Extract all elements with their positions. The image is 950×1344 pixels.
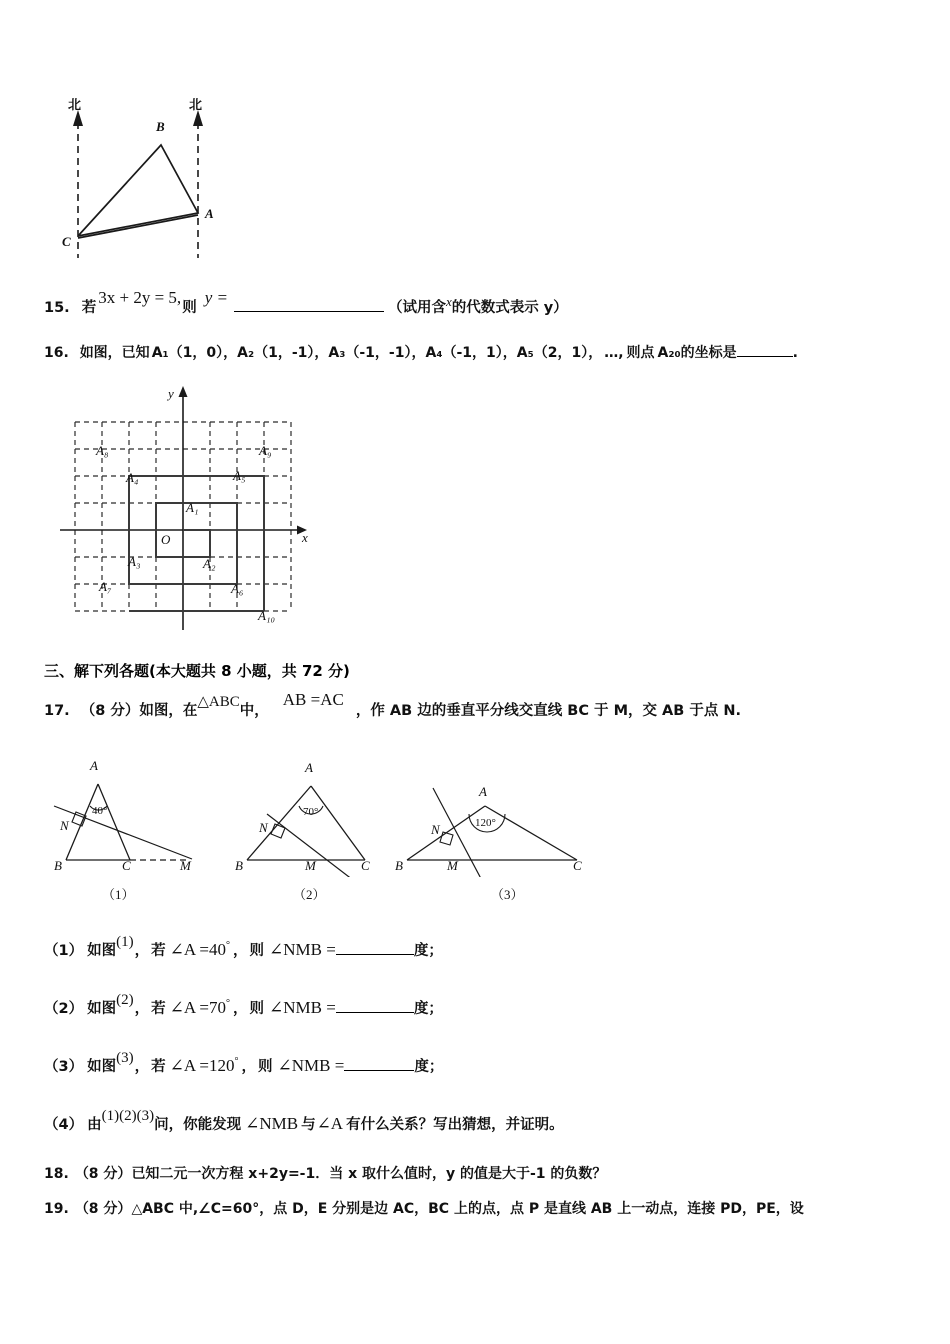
vertex-label-c: C: [62, 234, 71, 249]
vertex-label-c: C: [361, 858, 370, 873]
part4-angle-nmb: ∠NMB: [245, 1114, 299, 1133]
question-19: [44, 1201, 804, 1218]
vertex-label-c: C: [573, 858, 582, 873]
part4-figure-refs: (1)(2)(3): [101, 1108, 155, 1124]
angle-label-120: 120°: [475, 817, 496, 829]
point-label-a7: A₇: [99, 579, 112, 594]
part-figure-ref: (1): [116, 934, 134, 950]
question-17-part-4: [44, 1108, 564, 1134]
q17-text-c: ，作 AB 边的垂直平分线交直线 BC 于 M，交 AB 于点 N.: [355, 703, 742, 719]
spiral-grid-figure: [55, 378, 315, 638]
triangle-figure-2: [235, 760, 395, 902]
q16-text-post-b: 的坐标是: [680, 345, 737, 361]
question-17-part-1: （1） 如图(1)， 若 ∠A =40° ， 则 ∠NMB = 度；: [44, 934, 443, 959]
part-angle-expr: ∠A =40: [169, 940, 227, 959]
vertex-label-a: A: [479, 784, 487, 799]
side-ac: [485, 806, 577, 860]
vertex-label-n: N: [431, 822, 440, 837]
q15-then: 则: [182, 299, 197, 316]
vertex-label-b: B: [395, 858, 403, 873]
north-label-left: 北: [68, 98, 82, 113]
part-answer-blank[interactable]: [336, 1012, 414, 1013]
q17-text-b: 中，: [239, 703, 269, 719]
part-lead: 如图: [87, 943, 117, 959]
part4-angle-a: ∠A: [316, 1114, 344, 1133]
vertex-label-m: M: [447, 858, 458, 873]
y-axis-label: y: [168, 386, 174, 401]
q17-text-a: 如图，在: [139, 703, 198, 719]
point-label-a6: A₆: [231, 581, 244, 596]
part-target: ∠NMB =: [269, 940, 336, 959]
x-axis-label: x: [302, 530, 308, 545]
part4-text: 问，你能发现: [154, 1117, 242, 1133]
perpendicular-bisector: [433, 788, 487, 877]
question-16: 16. 如图，已知 A₁（1，0），A₂（1，-1），A₃（-1，-1），A₄（-1，1），A₅（2，1）， …, 则点 A₂₀的坐标是 .: [44, 345, 798, 361]
vertex-label-a: A: [90, 758, 98, 773]
q19-text: △ABC 中,∠C=60°，点 D，E 分别是边 AC，BC 上的点，点 P 是直线 AB 上一动点，连接 PD，PE，设: [131, 1201, 804, 1217]
question-17-part-3: （3） 如图(3)， 若 ∠A =120° ， 则 ∠NMB = 度；: [44, 1050, 444, 1075]
q15-answer-blank[interactable]: [234, 311, 384, 312]
vertex-label-a: A: [205, 206, 214, 221]
vertex-label-a: A: [305, 760, 313, 775]
part-degree-symbol: °: [226, 998, 231, 1009]
part-angle-expr: ∠A =120: [169, 1056, 235, 1075]
angle-label-40: 40°: [92, 805, 108, 817]
segment-ca: [78, 215, 198, 238]
side-ac: [311, 786, 365, 860]
part-if-text: 若: [151, 1059, 166, 1075]
figure-3-caption: （3）: [491, 887, 524, 902]
q17-triangle-symbol: △ABC: [197, 694, 240, 710]
point-label-a1: A₁: [186, 500, 199, 515]
part-unit: 度；: [413, 1001, 443, 1017]
q15-lead: 若: [81, 299, 97, 316]
point-label-a9: A₉: [259, 443, 272, 458]
point-label-a2: A₂: [203, 556, 216, 571]
q15-equation: 3x + 2y = 5,: [98, 287, 182, 307]
q19-number: 19.: [44, 1201, 69, 1217]
q15-number: 15.: [44, 299, 70, 316]
part-lead: 如图: [87, 1001, 117, 1017]
y-axis-arrow: [179, 386, 188, 397]
part-label: （3）: [44, 1059, 84, 1075]
triangle-figure-3: [395, 762, 595, 902]
part4-tail: 有什么关系？写出猜想，并证明。: [346, 1117, 564, 1133]
question-18: [44, 1166, 606, 1183]
part-degree-symbol: °: [234, 1056, 239, 1067]
part-answer-blank[interactable]: [336, 954, 414, 955]
q15-tail-open: （试用含: [387, 299, 446, 316]
part-then: 则: [249, 943, 265, 959]
q16-number: 16.: [44, 345, 69, 361]
point-label-a3: A₃: [128, 554, 141, 569]
q19-score: （8 分）: [74, 1201, 132, 1217]
q17-score: （8 分）: [80, 703, 140, 719]
q18-text: 已知二元一次方程 x+2y=-1．当 x 取什么值时，y 的值是大于-1 的负数？: [131, 1166, 607, 1182]
q15-tail-close: 的代数式表示 y）: [451, 299, 568, 316]
point-label-a10: A₁₀: [258, 608, 275, 623]
q16-target-point: A₂₀: [657, 345, 681, 361]
question-17: [44, 690, 742, 720]
north-label-right: 北: [189, 98, 203, 113]
side-ac: [98, 784, 130, 860]
part-angle-expr: ∠A =70: [169, 998, 227, 1017]
part-label: （2）: [44, 1001, 84, 1017]
side-ba: [66, 784, 98, 860]
part-answer-blank[interactable]: [344, 1070, 414, 1071]
vertex-label-b: B: [156, 119, 165, 134]
vertex-label-n: N: [259, 820, 268, 835]
part-if-text: 若: [151, 1001, 166, 1017]
vertex-label-b: B: [235, 858, 243, 873]
part-unit: 度；: [414, 1059, 444, 1075]
q16-text-pre: 如图，已知: [79, 345, 150, 361]
q16-trailing-period: .: [792, 345, 798, 361]
part-then: 则: [258, 1059, 273, 1075]
part-target: ∠NMB =: [269, 998, 336, 1017]
part-degree-symbol: °: [226, 940, 231, 951]
question-17-part-2: （2） 如图(2)， 若 ∠A =70° ， 则 ∠NMB = 度；: [44, 992, 443, 1017]
q16-point-1: A₁（1，0）: [151, 345, 224, 361]
q16-point-4: A₄（-1，1）: [425, 345, 503, 361]
part4-lead: 由: [87, 1117, 102, 1133]
part4-label: （4）: [44, 1117, 84, 1133]
q18-number: 18.: [44, 1166, 69, 1182]
q16-ellipsis: …,: [604, 345, 624, 361]
right-angle-mark: [440, 832, 453, 845]
q16-point-5: A₅（2，1）: [516, 345, 589, 361]
triangle-abc: [78, 145, 198, 236]
q16-point-2: A₂（1，-1）: [237, 345, 315, 361]
vertex-label-c: C: [122, 858, 131, 873]
part-figure-ref: (3): [116, 1050, 134, 1066]
question-15: [44, 287, 568, 317]
part-unit: 度；: [413, 943, 443, 959]
q15-y-expression: y =: [204, 287, 228, 307]
triangle-figure-1: [52, 758, 212, 902]
part-lead: 如图: [87, 1059, 117, 1075]
part4-joiner: 与: [301, 1117, 316, 1133]
vertex-label-m: M: [305, 858, 316, 873]
part-target: ∠NMB =: [277, 1056, 345, 1075]
origin-label: O: [161, 532, 171, 547]
figure-2-caption: （2）: [293, 887, 326, 902]
vertex-label-m: M: [180, 858, 191, 873]
q17-condition: AB =AC: [282, 690, 344, 709]
compass-bearing-figure: [48, 82, 298, 272]
part-if-text: 若: [151, 943, 166, 959]
section-3-heading: 三、解下列各题(本大题共 8 小题，共 72 分): [44, 662, 350, 680]
q17-number: 17.: [44, 703, 70, 719]
vertex-label-b: B: [54, 858, 62, 873]
part-label: （1）: [44, 943, 84, 959]
point-label-a5: A₅: [233, 468, 246, 483]
q18-score: （8 分）: [74, 1166, 132, 1182]
part-then: 则: [249, 1001, 265, 1017]
spiral-path: [129, 476, 264, 611]
point-label-a4: A₄: [126, 470, 139, 485]
angle-label-70: 70°: [303, 806, 319, 818]
q16-text-post-a: 则点: [626, 345, 655, 361]
part-figure-ref: (2): [116, 992, 134, 1008]
q16-answer-blank[interactable]: [737, 356, 793, 357]
q15-tail-variable: x: [445, 294, 452, 309]
figure-1-caption: （1）: [102, 887, 135, 902]
vertex-label-n: N: [60, 818, 69, 833]
point-label-a8: A₈: [96, 443, 109, 458]
q16-point-3: A₃（-1，-1）: [328, 345, 412, 361]
